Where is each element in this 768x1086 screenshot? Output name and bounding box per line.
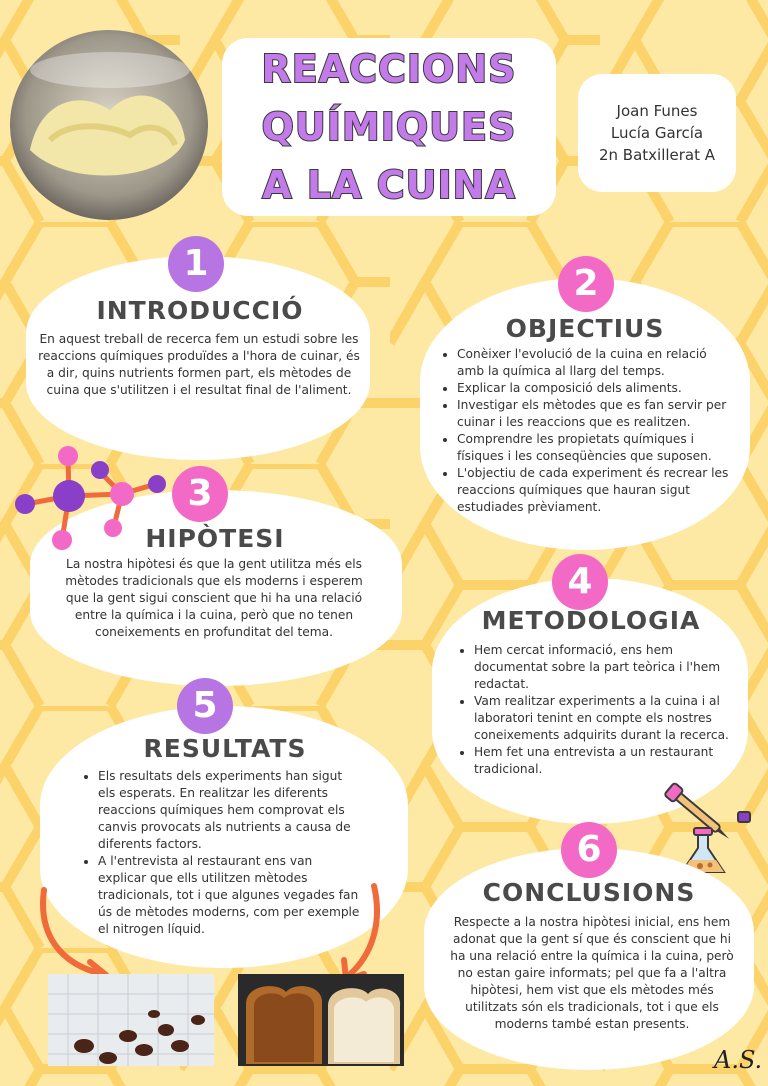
mayonnaise-photo	[10, 30, 208, 220]
section-6-number: 6	[561, 822, 617, 878]
authors	[578, 100, 736, 166]
section-6-heading: CONCLUSIONS	[482, 878, 696, 907]
molecule-icon	[12, 440, 172, 560]
section-4-heading: METODOLOGIA	[481, 606, 701, 635]
curved-arrow-icon	[30, 884, 130, 984]
bread-photo	[238, 974, 404, 1066]
section-3-heading: HIPÒTESI	[145, 524, 285, 553]
method-item: • Vam realitzar experiments a la cuina i al laboratori tenint en compte els nostres coneixements adquirits durant la recerca.	[474, 693, 730, 744]
title-line-2: QUÍMIQUES	[261, 105, 517, 149]
objective-item: • L'objectiu de cada experiment és recrear les reaccions químiques que hauran sigut estudiades prèviament.	[457, 465, 737, 516]
section-5-heading: RESULTATS	[143, 734, 307, 763]
method-item: • Hem fet una entrevista a un restaurant tradicional.	[474, 744, 730, 778]
result-item: • Els resultats dels experiments han sigut els esperats. En realitzar les diferents reaccions químiques hem comprovat els canvis provocats als nutrients a causa de diferents factors.	[98, 768, 362, 853]
section-2-number: 2	[558, 256, 614, 312]
objective-item: • Conèixer l'evolució de la cuina en relació amb la química al llarg del temps.	[457, 346, 737, 380]
result-item: • A l'entrevista al restaurant ens van explicar que ells utilitzen mètodes tradicionals, tot i que algunes vegades fan ús de mètodes moderns, com per exemple el nitrogen líquid.	[98, 853, 362, 938]
title-line-3: A LA CUINA	[262, 163, 516, 207]
objective-item: • Investigar els mètodes que es fan servir per cuinar i les reaccions que es realitzen.	[457, 397, 737, 431]
objective-item: • Explicar la composició dels aliments.	[457, 380, 737, 397]
section-1-number: 1	[168, 236, 224, 292]
section-4-number: 4	[552, 554, 608, 610]
author-1: Joan Funes	[616, 102, 698, 120]
section-1-text: En aquest treball de recerca fem un estudi sobre les reaccions químiques produïdes a l'hora de cuinar, és a dir, quins nutrients formen part, els mètodes de cuina que s'utilitzen i el resultat final de l'aliment.	[38, 332, 360, 397]
section-6-text: Respecte a la nostra hipòtesi inicial, ens hem adonat que la gent sí que és conscient que hi ha una relació entre la química i la cuina, però no estan gaire informats; pel que fa a l'altra hipòtesi, hem vist que els mètodes més utilitzats són els tradicionals, tot i que els moderns també estan presents.	[450, 915, 734, 1031]
objective-item: • Comprendre les propietats químiques i físiques i les conseqüències que suposen.	[457, 431, 737, 465]
signature: A.S.	[714, 1046, 763, 1074]
page-title	[222, 40, 556, 214]
section-4-list	[458, 642, 730, 778]
section-5-number: 5	[177, 678, 233, 734]
title-line-1: REACCIONS	[261, 47, 517, 91]
method-item: • Hem cercat informació, ens hem documentat sobre la part teòrica i l'hem redactat.	[474, 642, 730, 693]
section-3-number: 3	[172, 466, 228, 522]
section-2-list	[441, 346, 737, 516]
author-2: Lucía García	[610, 124, 704, 142]
section-2-heading: OBJECTIUS	[505, 314, 665, 343]
section-1-heading: INTRODUCCIÓ	[96, 296, 304, 325]
section-3-text: La nostra hipòtesi és que la gent utilitza més els mètodes tradicionals que els moderns i esperem que la gent sigui conscient que hi ha una relació entre la química i la cuina, però que no tenen coneixements en profunditat del tema.	[65, 557, 363, 639]
chocolate-drops-photo	[48, 974, 214, 1066]
class-label: 2n Batxillerat A	[598, 146, 716, 164]
